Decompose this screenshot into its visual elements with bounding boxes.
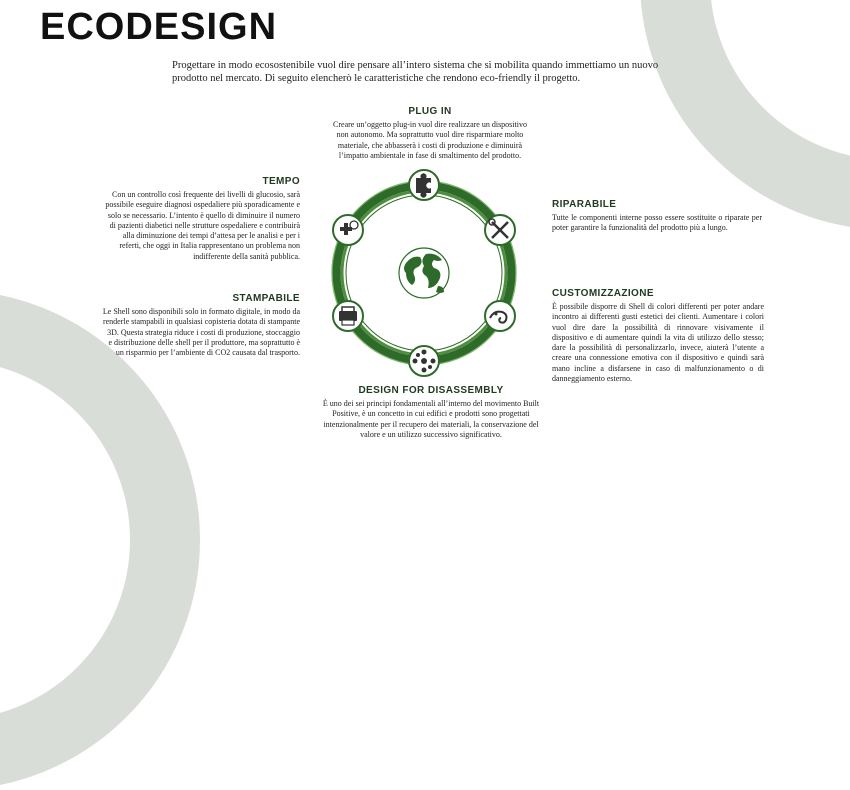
section-text: Con un controllo così frequente dei livelli di glucosio, sarà possibile eseguire diagnosi ospedaliere più sporadicamente e solo se necessario. L’intento è quello di diminuire il numero di pazienti diabetici nelle strutture ospedaliere e contribuirà alla diminuzione dei tempi d’attesa per le analisi e per i referti, che oggi in Italia rappresentano un problema non indifferente della sanità pubblica.	[105, 190, 300, 261]
section-text: Creare un’oggetto plug-in vuol dire realizzare un dispositivo non autonomo. Ma soprattutto vuol dire risparmiare molto materiale, che abbasserà i costi di produzione e diminuirà l’impatto ambientale in fase di smaltimento del prodotto.	[333, 120, 527, 160]
section-heading: CUSTOMIZZAZIONE	[552, 288, 654, 299]
health-clock-icon	[333, 215, 363, 245]
decorative-arc-bottom-left	[0, 290, 200, 790]
section-heading: DESIGN FOR DISASSEMBLY	[358, 385, 504, 396]
section-text: Le Shell sono disponibili solo in formato digitale, in modo da renderle stampabili in qualsiasi copisteria dotata di stampante 3D. Questa strategia riduce i costi di produzione, stoccaggio e distribuzione delle shell per il produttore, ma soprattutto è un risparmio per l’ambiente di CO2 causata dal trasporto.	[102, 307, 300, 358]
section-heading: TEMPO	[262, 176, 300, 187]
intro-paragraph: Progettare in modo ecosostenibile vuol dire pensare all’intero sistema che si mobilita quando immettiamo un nuovo prodotto nel mercato. Di seguito elencherò le caratteristiche che rendono eco-friendly il progetto.	[172, 60, 659, 84]
ecodesign-circle-diagram	[326, 168, 522, 378]
section-customizzazione	[552, 288, 764, 384]
disassembly-icon	[409, 346, 439, 376]
globe-icon	[399, 248, 449, 298]
section-heading: PLUG IN	[408, 106, 452, 117]
section-text: È possibile disporre di Shell di colori differenti per poter andare incontro ai differenti gusti estetici dei clienti. Aumentare i colori vuol dire dare la possibilità di rinnovare visivamente il dispositivo e di aumentare quindi la vita di utilizzo dello stesso; dare la possibilità di personalizzarlo, invece, aiuterà l’utente a creare una connessione emotiva con il dispositivo e quindi sarà mano incline a disfarsene in caso di malfunzionamento o di danneggiamento esterno.	[552, 302, 764, 384]
section-tempo	[102, 176, 300, 262]
section-heading: RIPARABILE	[552, 199, 617, 210]
section-text: È uno dei sei principi fondamentali all’interno del movimento Built Positive, è un concetto in cui edifici e prodotti sono progettati intenzionalmente per il recupero dei materiali, la conservazione del valore e un utilizzo successivo significativo.	[322, 399, 540, 439]
section-riparabile	[552, 199, 762, 234]
page-title: ECODESIGN	[40, 6, 278, 48]
printer-icon	[333, 301, 363, 331]
section-text: Tutte le componenti interne posso essere sostituite o riparate per poter garantire la funzionalità del prodotto più a lungo.	[552, 213, 762, 233]
decorative-arc-top-right	[640, 0, 850, 230]
section-heading: STAMPABILE	[232, 293, 300, 304]
puzzle-icon	[409, 170, 439, 200]
tools-icon	[485, 215, 515, 245]
section-design-for-disassembly	[318, 385, 544, 440]
section-plugin	[330, 106, 530, 161]
section-stampabile	[102, 293, 300, 358]
chameleon-icon	[485, 301, 515, 331]
